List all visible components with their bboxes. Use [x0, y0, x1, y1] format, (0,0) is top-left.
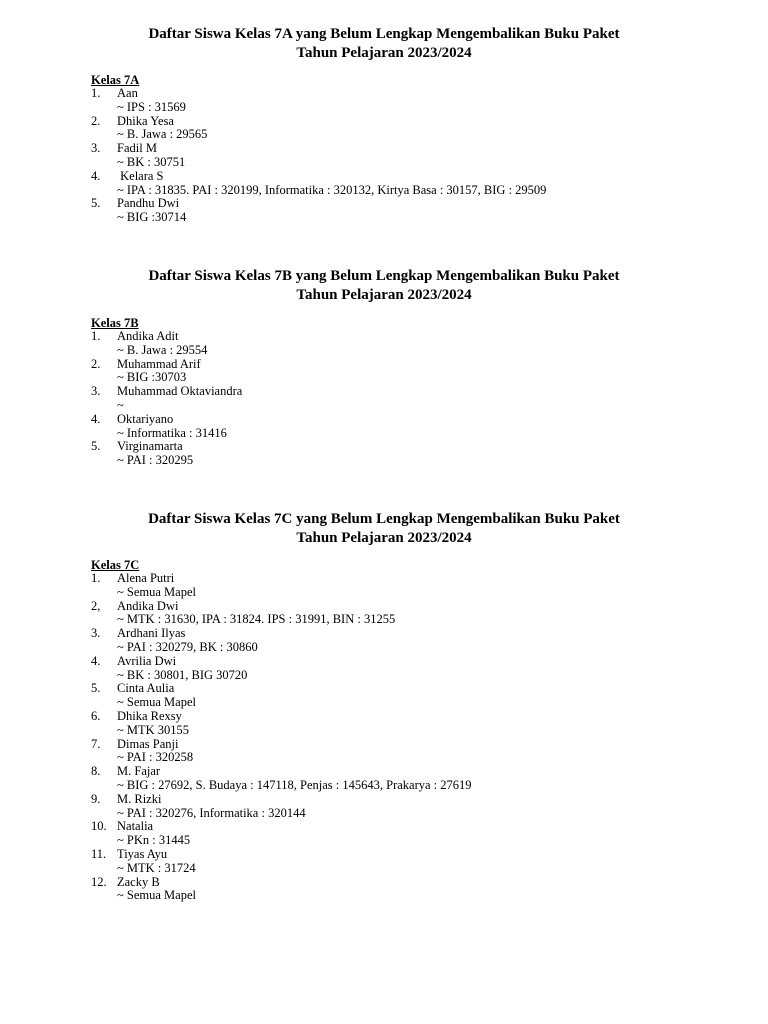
missing-books-row [91, 399, 748, 413]
student-list [91, 572, 748, 903]
student-name: Dimas Panji [117, 736, 179, 751]
missing-books-detail: ~ MTK : 31630, IPA : 31824. IPS : 31991, BIN : 31255 [117, 612, 396, 627]
student-row [91, 87, 748, 101]
list-item [91, 572, 748, 600]
missing-books-detail: ~ BK : 30801, BIG 30720 [117, 667, 248, 682]
missing-books-row [91, 184, 748, 198]
student-row [91, 572, 748, 586]
list-item [91, 876, 748, 904]
missing-books-row [91, 696, 748, 710]
list-item [91, 710, 748, 738]
student-number: 4. [91, 168, 101, 183]
list-item [91, 627, 748, 655]
student-number: 3. [91, 626, 101, 641]
student-name: Kelara S [117, 168, 164, 183]
section-7c [0, 510, 768, 903]
missing-books-row [91, 724, 748, 738]
student-row [91, 115, 748, 129]
missing-books-detail: ~ PAI : 320295 [117, 453, 194, 468]
student-number: 5. [91, 439, 101, 454]
missing-books-detail: ~ BIG :30703 [117, 370, 187, 385]
student-number: 2. [91, 356, 101, 371]
student-number: 9. [91, 791, 101, 806]
list-item [91, 440, 748, 468]
missing-books-row [91, 128, 748, 142]
list-item [91, 682, 748, 710]
list-item [91, 413, 748, 441]
student-number: 2. [91, 113, 101, 128]
missing-books-row [91, 613, 748, 627]
list-item [91, 385, 748, 413]
missing-books-detail: ~ MTK 30155 [117, 722, 190, 737]
section-7b [0, 267, 768, 468]
list-item [91, 600, 748, 628]
student-name: M. Rizki [117, 791, 162, 806]
student-number: 1. [91, 571, 101, 585]
list-item [91, 330, 748, 358]
student-row [91, 682, 748, 696]
student-name: Muhammad Oktaviandra [117, 384, 243, 399]
missing-books-detail: ~ PKn : 31445 [117, 833, 191, 848]
student-row [91, 440, 748, 454]
student-name: Avrilia Dwi [117, 653, 177, 668]
student-name: Alena Putri [117, 571, 175, 585]
missing-books-row [91, 586, 748, 600]
student-row [91, 170, 748, 184]
section-title-line1: Daftar Siswa Kelas 7A yang Belum Lengkap Mengembalikan Buku Paket [148, 26, 620, 42]
student-number: 10. [91, 819, 107, 834]
missing-books-detail: ~ Semua Mapel [117, 695, 196, 710]
missing-books-detail: ~ B. Jawa : 29554 [117, 342, 208, 357]
list-item [91, 793, 748, 821]
student-name: Aan [117, 86, 138, 100]
missing-books-detail: ~ BIG : 27692, S. Budaya : 147118, Penjas : 145643, Prakarya : 27619 [117, 777, 472, 792]
missing-books-row [91, 641, 748, 655]
student-number: 5. [91, 196, 101, 211]
student-list [91, 330, 748, 468]
student-number: 12. [91, 874, 107, 889]
missing-books-row [91, 344, 748, 358]
student-row [91, 600, 748, 614]
student-number: 1. [91, 329, 101, 343]
student-list [91, 87, 748, 225]
student-name: Dhika Yesa [117, 113, 174, 128]
class-label: Kelas 7B [91, 316, 139, 330]
missing-books-detail: ~ [117, 397, 124, 412]
section-title-line1: Daftar Siswa Kelas 7B yang Belum Lengkap Mengembalikan Buku Paket [148, 268, 620, 284]
missing-books-row [91, 156, 748, 170]
missing-books-detail: ~ B. Jawa : 29565 [117, 127, 208, 142]
student-name: Zacky B [117, 874, 160, 889]
student-name: Andika Adit [117, 329, 179, 343]
list-item [91, 848, 748, 876]
missing-books-detail: ~ Informatika : 31416 [117, 425, 227, 440]
student-row [91, 820, 748, 834]
class-label: Kelas 7C [91, 558, 140, 572]
list-item [91, 142, 748, 170]
missing-books-detail: ~ IPS : 31569 [117, 99, 186, 114]
student-row [91, 413, 748, 427]
missing-books-detail: ~ BK : 30751 [117, 154, 186, 169]
missing-books-detail: ~ PAI : 320276, Informatika : 320144 [117, 805, 306, 820]
list-item [91, 738, 748, 766]
missing-books-detail: ~ PAI : 320279, BK : 30860 [117, 639, 258, 654]
student-row [91, 358, 748, 372]
list-item [91, 87, 748, 115]
list-item [91, 197, 748, 225]
missing-books-row [91, 779, 748, 793]
list-item [91, 115, 748, 143]
missing-books-row [91, 834, 748, 848]
student-name: Cinta Aulia [117, 681, 175, 696]
student-row [91, 710, 748, 724]
list-item [91, 655, 748, 683]
student-row [91, 876, 748, 890]
missing-books-detail: ~ IPA : 31835. PAI : 320199, Informatika : 320132, Kirtya Basa : 30157, BIG : 29509 [117, 182, 547, 197]
missing-books-detail: ~ MTK : 31724 [117, 860, 196, 875]
missing-books-detail: ~ Semua Mapel [117, 584, 196, 599]
missing-books-row [91, 101, 748, 115]
section-7a [0, 25, 768, 225]
student-number: 8. [91, 764, 101, 779]
student-name: Andika Dwi [117, 598, 179, 613]
student-name: Virginamarta [117, 439, 183, 454]
student-row [91, 848, 748, 862]
missing-books-row [91, 669, 748, 683]
student-number: 7. [91, 736, 101, 751]
student-name: Muhammad Arif [117, 356, 201, 371]
missing-books-row [91, 862, 748, 876]
student-number: 11. [91, 846, 107, 861]
student-row [91, 330, 748, 344]
student-row [91, 627, 748, 641]
section-title-line2: Tahun Pelajaran 2023/2024 [296, 286, 472, 303]
missing-books-detail: ~ PAI : 320258 [117, 750, 194, 765]
missing-books-row [91, 371, 748, 385]
list-item [91, 765, 748, 793]
student-name: Tiyas Ayu [117, 846, 168, 861]
student-name: M. Fajar [117, 764, 161, 779]
student-row [91, 655, 748, 669]
missing-books-row [91, 751, 748, 765]
student-name: Natalia [117, 819, 154, 834]
missing-books-detail: ~ Semua Mapel [117, 888, 196, 903]
student-number: 6. [91, 708, 101, 723]
missing-books-row [91, 427, 748, 441]
list-item [91, 170, 748, 198]
student-name: Oktariyano [117, 411, 174, 426]
student-row [91, 385, 748, 399]
missing-books-row [91, 889, 748, 903]
list-item [91, 358, 748, 386]
section-title-line2: Tahun Pelajaran 2023/2024 [296, 529, 472, 546]
missing-books-row [91, 211, 748, 225]
section-title-line1: Daftar Siswa Kelas 7C yang Belum Lengkap Mengembalikan Buku Paket [148, 511, 620, 527]
student-name: Dhika Rexsy [117, 708, 182, 723]
student-row [91, 738, 748, 752]
student-name: Pandhu Dwi [117, 196, 180, 211]
student-row [91, 197, 748, 211]
student-row [91, 142, 748, 156]
class-label: Kelas 7A [91, 73, 140, 87]
student-name: Ardhani Ilyas [117, 626, 186, 641]
section-title-line2: Tahun Pelajaran 2023/2024 [296, 44, 472, 61]
missing-books-detail: ~ BIG :30714 [117, 210, 187, 225]
missing-books-row [91, 807, 748, 821]
student-row [91, 793, 748, 807]
student-number: 4. [91, 411, 101, 426]
student-number: 5. [91, 681, 101, 696]
student-number: 4. [91, 653, 101, 668]
missing-books-row [91, 454, 748, 468]
student-row [91, 765, 748, 779]
student-name: Fadil M [117, 141, 157, 156]
student-number: 3. [91, 141, 101, 156]
list-item [91, 820, 748, 848]
student-number: 2, [91, 598, 101, 613]
student-number: 1. [91, 86, 101, 100]
student-number: 3. [91, 384, 101, 399]
